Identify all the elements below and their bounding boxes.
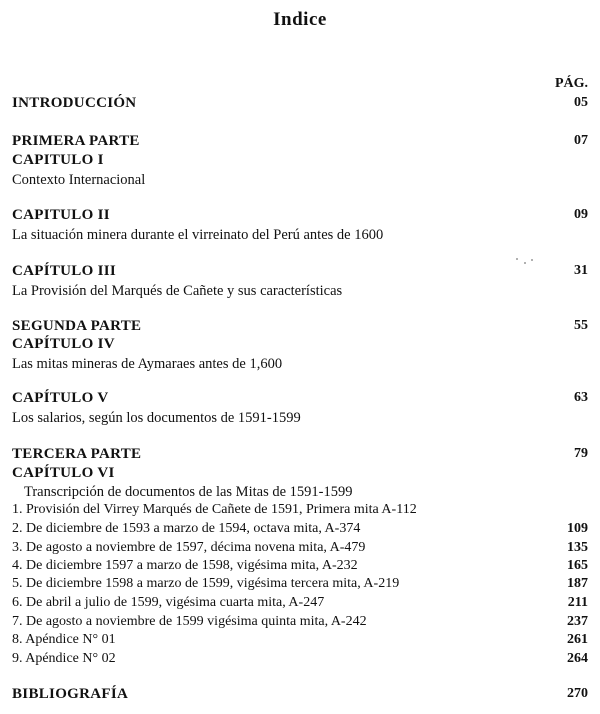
toc-entry-capitulo-3[interactable] — [12, 263, 588, 283]
toc-item-8[interactable] — [12, 632, 588, 652]
toc-item-9[interactable] — [12, 651, 588, 671]
toc-entry-primera-parte[interactable] — [12, 133, 588, 153]
toc-entry-page: 79 — [574, 446, 588, 461]
toc-entry-text: CAPITULO II — [12, 207, 110, 223]
toc-entry-subtitle — [12, 283, 588, 303]
toc-entry-text: 5. De diciembre 1598 a marzo de 1599, vigésima tercera mita, A-219 — [12, 576, 400, 591]
toc-entry-subtitle — [12, 484, 588, 504]
toc-item-4[interactable] — [12, 558, 588, 578]
toc-entry-page: 261 — [567, 632, 588, 647]
toc-entry-capitulo-5[interactable] — [12, 390, 588, 410]
toc-entry-text: 8. Apéndice N° 01 — [12, 632, 116, 647]
toc-entry-page: 09 — [574, 207, 588, 222]
toc-entry-text: CAPÍTULO IV — [12, 336, 115, 352]
toc-entry-text: CAPÍTULO III — [12, 263, 117, 279]
toc-entry-subtitle — [12, 227, 588, 247]
toc-entry-segunda-parte[interactable] — [12, 318, 588, 338]
toc-entry-page: 270 — [567, 686, 588, 701]
toc-entry-bibliografia[interactable] — [12, 686, 588, 706]
toc-entry-page: 63 — [574, 390, 588, 405]
toc-entry-page: 135 — [567, 540, 588, 555]
toc-entry-text: 4. De diciembre 1597 a marzo de 1598, vigésima mita, A-232 — [12, 558, 358, 573]
toc-entry-page: 05 — [574, 95, 588, 110]
toc-entry-text: 2. De diciembre de 1593 a marzo de 1594, octava mita, A-374 — [12, 521, 361, 536]
toc-item-1[interactable] — [12, 502, 588, 522]
toc-item-2[interactable] — [12, 521, 588, 541]
toc-entry-page: 187 — [567, 576, 588, 591]
toc-entry-capitulo-6[interactable] — [12, 465, 588, 485]
toc-entry-text: PRIMERA PARTE — [12, 133, 140, 149]
scan-speck — [516, 258, 518, 260]
toc-entry-tercera-parte[interactable] — [12, 446, 588, 466]
toc-entry-text: La situación minera durante el virreinato del Perú antes de 1600 — [12, 227, 384, 243]
toc-entry-page: 165 — [567, 558, 588, 573]
toc-entry-page: 109 — [567, 521, 588, 536]
toc-entry-text: 3. De agosto a noviembre de 1597, décima novena mita, A-479 — [12, 540, 366, 555]
toc-entry-capitulo-1[interactable] — [12, 152, 588, 172]
toc-entry-capitulo-4[interactable] — [12, 336, 588, 356]
toc-entry-text: BIBLIOGRAFÍA — [12, 686, 129, 702]
toc-entry-introduccion[interactable] — [12, 95, 588, 115]
toc-entry-text: SEGUNDA PARTE — [12, 318, 142, 334]
toc-entry-page: 55 — [574, 318, 588, 333]
toc-entry-capitulo-2[interactable] — [12, 207, 588, 227]
page-column-label: PÁG. — [554, 76, 588, 91]
toc-entry-text: Los salarios, según los documentos de 1591-1599 — [12, 410, 301, 426]
toc-entry-text: Contexto Internacional — [12, 172, 146, 188]
toc-entry-text: Las mitas mineras de Aymaraes antes de 1,600 — [12, 356, 283, 372]
toc-entry-text: TERCERA PARTE — [12, 446, 142, 462]
toc-entry-text: CAPÍTULO V — [12, 390, 109, 406]
toc-entry-text: 9. Apéndice N° 02 — [12, 651, 116, 666]
toc-entry-page: 237 — [567, 614, 588, 629]
toc-entry-page: 07 — [574, 133, 588, 148]
toc-entry-text: 7. De agosto a noviembre de 1599 vigésima quinta mita, A-242 — [12, 614, 367, 629]
toc-entry-subtitle — [12, 172, 588, 192]
toc-entry-page: 211 — [567, 595, 588, 610]
toc-entry-page: 264 — [567, 651, 588, 666]
toc-item-3[interactable] — [12, 540, 588, 560]
toc-entry-text: Transcripción de documentos de las Mitas de 1591-1599 — [24, 484, 353, 500]
toc-entry-text: 1. Provisión del Virrey Marqués de Cañete de 1591, Primera mita A-112 — [12, 502, 417, 517]
toc-entry-text: 6. De abril a julio de 1599, vigésima cuarta mita, A-247 — [12, 595, 325, 610]
toc-entry-text: CAPITULO I — [12, 152, 104, 168]
toc-item-7[interactable] — [12, 614, 588, 634]
toc-entry-text: CAPÍTULO VI — [12, 465, 115, 481]
scan-speck — [531, 259, 533, 261]
toc-entry-text: INTRODUCCIÓN — [12, 95, 137, 111]
toc-entry-page: 31 — [574, 263, 588, 278]
page-title: Indice — [273, 9, 327, 30]
toc-entry-subtitle — [12, 410, 588, 430]
toc-item-6[interactable] — [12, 595, 588, 615]
toc-entry-subtitle — [12, 356, 588, 376]
toc-item-5[interactable] — [12, 576, 588, 596]
toc-entry-text: La Provisión del Marqués de Cañete y sus características — [12, 283, 343, 299]
scan-speck — [524, 262, 526, 264]
